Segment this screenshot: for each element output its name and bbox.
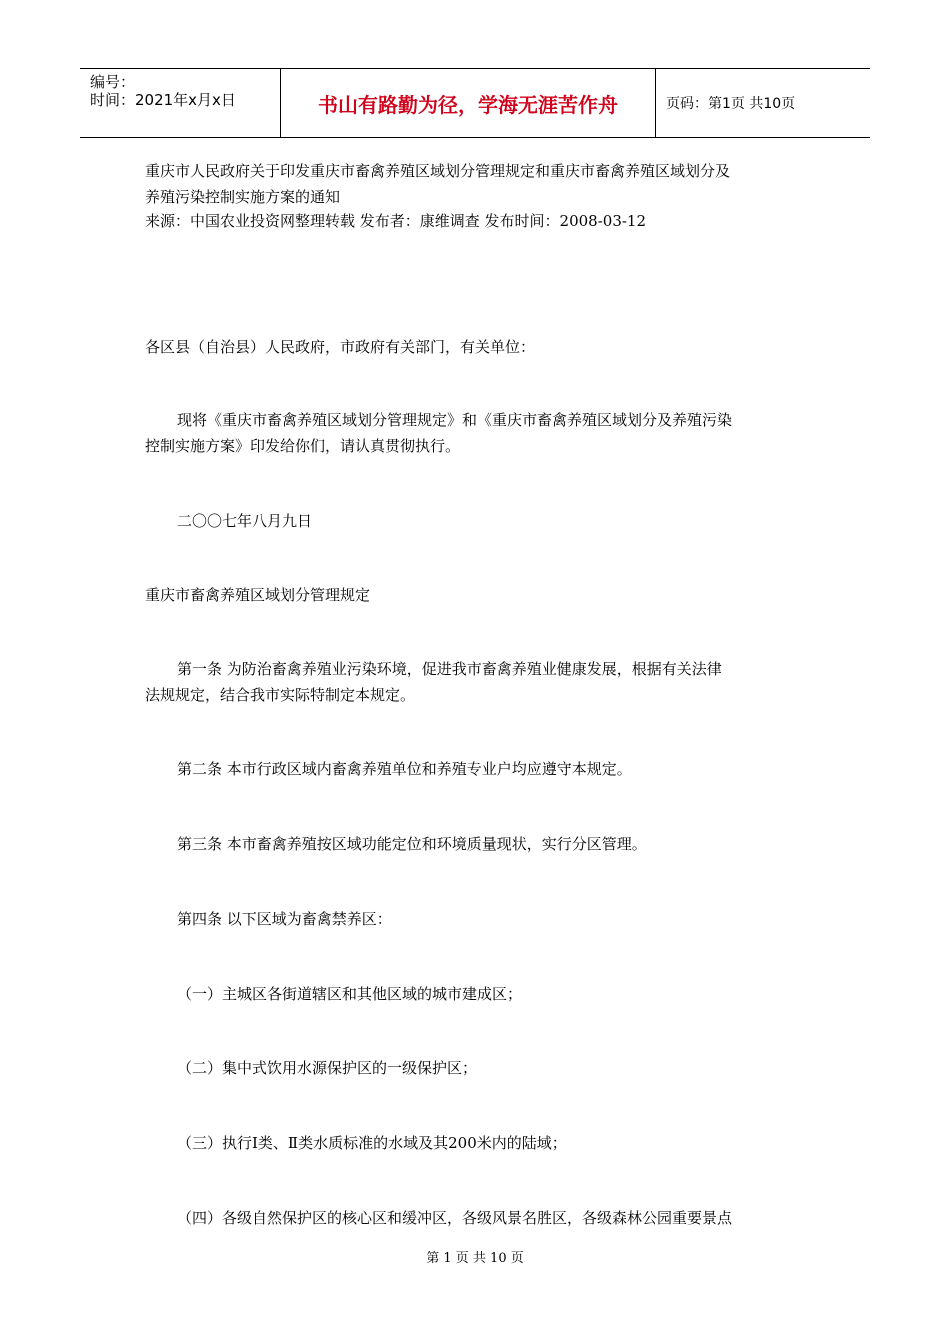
page-code: 页码：第1页 共10页 [666,96,796,112]
document-number-label: 编号： [90,73,136,91]
addressee: 各区县（自治县）人民政府，市政府有关部门，有关单位： [145,338,536,356]
list-item-1: （一）主城区各街道辖区和其他区域的城市建成区； [177,985,523,1003]
body-paragraph-line-1: 现将《重庆市畜禽养殖区域划分管理规定》和《重庆市畜禽养殖区域划分及养殖污染 [177,411,733,429]
page-footer: 第 1 页 共 10 页 [426,1251,524,1266]
list-item-2: （二）集中式饮用水源保护区的一级保护区； [177,1059,478,1077]
header-page-cell [656,69,870,137]
article-1-line-2: 法规规定，结合我市实际特制定本规定。 [145,686,416,704]
motto-text: 书山有路勤为径，学海无涯苦作舟 [318,92,618,117]
page-header [80,68,870,138]
issue-date: 二〇〇七年八月九日 [177,512,313,530]
article-2: 第二条 本市行政区域内畜禽养殖单位和养殖专业户均应遵守本规定。 [177,760,632,778]
document-title-line-2: 养殖污染控制实施方案的通知 [145,188,341,206]
header-motto-cell [281,69,656,137]
body-paragraph-line-2: 控制实施方案》印发给你们，请认真贯彻执行。 [145,437,461,455]
article-3: 第三条 本市畜禽养殖按区域功能定位和环境质量现状，实行分区管理。 [177,835,647,853]
list-item-4: （四）各级自然保护区的核心区和缓冲区，各级风景名胜区，各级森林公园重要景点 [177,1209,733,1227]
document-time-label: 时间：2021年x月x日 [90,91,236,109]
header-meta-cell [80,69,281,137]
source-line: 来源：中国农业投资网整理转载 发布者：康维调查 发布时间：2008-03-12 [145,212,647,230]
article-1-line-1: 第一条 为防治畜禽养殖业污染环境，促进我市畜禽养殖业健康发展，根据有关法律 [177,660,722,678]
list-item-3: （三）执行Ⅰ类、Ⅱ类水质标准的水域及其200米内的陆域； [177,1134,567,1152]
document-title-line-1: 重庆市人民政府关于印发重庆市畜禽养殖区域划分管理规定和重庆市畜禽养殖区域划分及 [145,162,731,180]
article-4: 第四条 以下区域为畜禽禁养区： [177,910,392,928]
regulation-title: 重庆市畜禽养殖区域划分管理规定 [145,586,371,604]
